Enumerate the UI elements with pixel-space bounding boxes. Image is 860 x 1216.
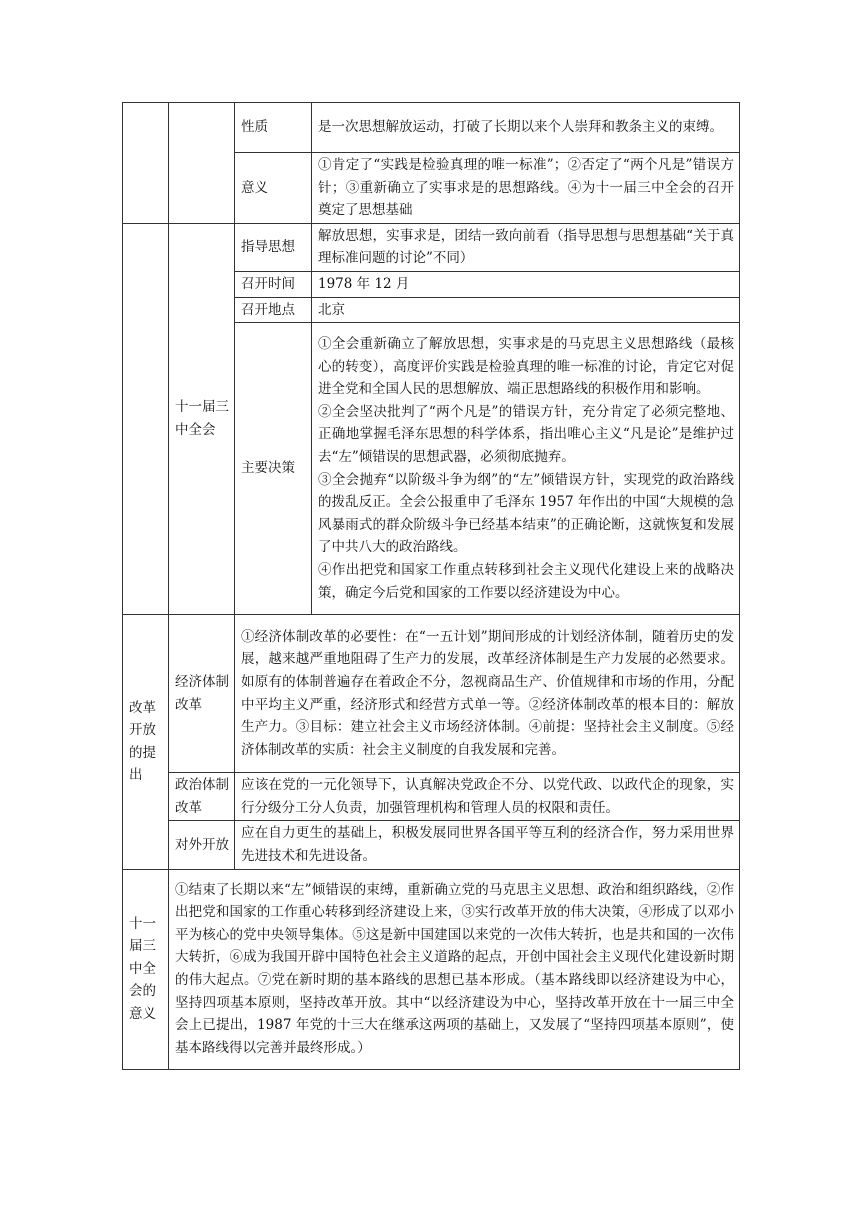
decision-item: ④作出把党和国家工作重点转移到社会主义现代化建设上来的战略决策，确定今后党和国家的工作要以经济建设为中心。 (318, 562, 734, 601)
decisions-label: 主要决策 (235, 323, 312, 615)
empty-cell (123, 103, 169, 224)
empty-cell (123, 223, 169, 614)
nature-text: 是一次思想解放运动，打破了长期以来个人崇拜和教条主义的束缚。 (312, 103, 740, 153)
decision-item: ③全会抛弃“以阶级斗争为纲”的“左”倾错误方针，实现党的政治路线的拨乱反正。全会公报重申了毛泽东 1957 年作出的中国“大规模的急风暴雨式的群众阶级斗争已经基本结束”的正确论断，这就恢复和发展了中共八大的政治路线。 (318, 471, 734, 556)
political-text: 应该在党的一元化领导下，认真解决党政企不分、以党代政、以政代企的现象，实行分级分工分人负责，加强管理机构和管理人员的权限和责任。 (235, 773, 740, 821)
table-row (123, 223, 740, 271)
row-label-significance: 意义 (235, 153, 312, 224)
place-label: 召开地点 (235, 297, 312, 323)
opening-label: 对外开放 (169, 821, 235, 869)
table-row (123, 773, 740, 821)
significance-text: ①肯定了“实践是检验真理的唯一标准”；②否定了“两个凡是”错误方针；③重新确立了实事求是的思想路线。④为十一届三中全会的召开奠定了思想基础 (312, 153, 740, 224)
economic-text: ①经济体制改革的必要性：在“一五计划”期间形成的计划经济体制，随着历史的发展，越来越严重地阻碍了生产力的发展，改革经济体制是生产力发展的必然要求。如原有的体制普遍存在着政企不分，忽视商品生产、价值规律和市场的作用，分配中平均主义严重，经济形式和经营方式单一等。②经济体制改革的根本目的：解放生产力。③目标：建立社会主义市场经济体制。④前提：坚持社会主义制度。⑤经济体制改革的实质：社会主义制度的自我发展和完善。 (235, 615, 740, 773)
economic-label: 经济体制改革 (169, 615, 235, 773)
decision-item: ①全会重新确立了解放思想，实事求是的马克思主义思想路线（最核心的转变），高度评价实践是检验真理的唯一标准的讨论，肯定它对促进全党和全国人民的思想解放、端正思想路线的积极作用和影响。 (318, 336, 734, 398)
table-row (123, 821, 740, 869)
empty-cell (169, 103, 235, 224)
political-label: 政治体制改革 (169, 773, 235, 821)
reform-label: 改革开放的提出 (123, 615, 169, 869)
guiding-label: 指导思想 (235, 223, 312, 271)
table-row (123, 103, 740, 153)
history-table (122, 102, 740, 1070)
time-text: 1978 年 12 月 (312, 271, 740, 297)
place-text: 北京 (312, 297, 740, 323)
table-row (123, 615, 740, 773)
time-label: 召开时间 (235, 271, 312, 297)
plenum-label: 十一届三中全会 (169, 223, 235, 614)
significance-label: 十一届三中全会的意义 (123, 869, 169, 1069)
row-label-nature: 性质 (235, 103, 312, 153)
decision-item: ②全会坚决批判了“两个凡是”的错误方针，充分肯定了必须完整地、正确地掌握毛泽东思想的科学体系，指出唯心主义“凡是论”是维护过去“左”倾错误的思想武器，必须彻底抛弃。 (318, 403, 734, 466)
table-row (123, 869, 740, 1069)
guiding-text: 解放思想，实事求是，团结一致向前看（指导思想与思想基础“关于真理标准问题的讨论”不同） (312, 223, 740, 271)
decisions-cell (312, 323, 740, 615)
plenum-significance-text: ①结束了长期以来“左”倾错误的束缚，重新确立党的马克思主义思想、政治和组织路线，②作出把党和国家的工作重心转移到经济建设上来，③实行改革开放的伟大决策，④形成了以邓小平为核心的党中央领导集体。⑤这是新中国建国以来党的一次伟大转折，也是共和国的一次伟大转折，⑥成为我国开辟中国特色社会主义道路的起点，开创中国社会主义现代化建设新时期的伟大起点。⑦党在新时期的基本路线的思想已基本形成。（基本路线即以经济建设为中心，坚持四项基本原则，坚持改革开放。其中“以经济建设为中心，坚持改革开放在十一届三中全会上已提出，1987 年党的十三大在继承这两项的基础上，又发展了“坚持四项基本原则”，使基本路线得以完善并最终形成。） (169, 869, 740, 1069)
opening-text: 应在自力更生的基础上，积极发展同世界各国平等互利的经济合作，努力采用世界先进技术和先进设备。 (235, 821, 740, 869)
